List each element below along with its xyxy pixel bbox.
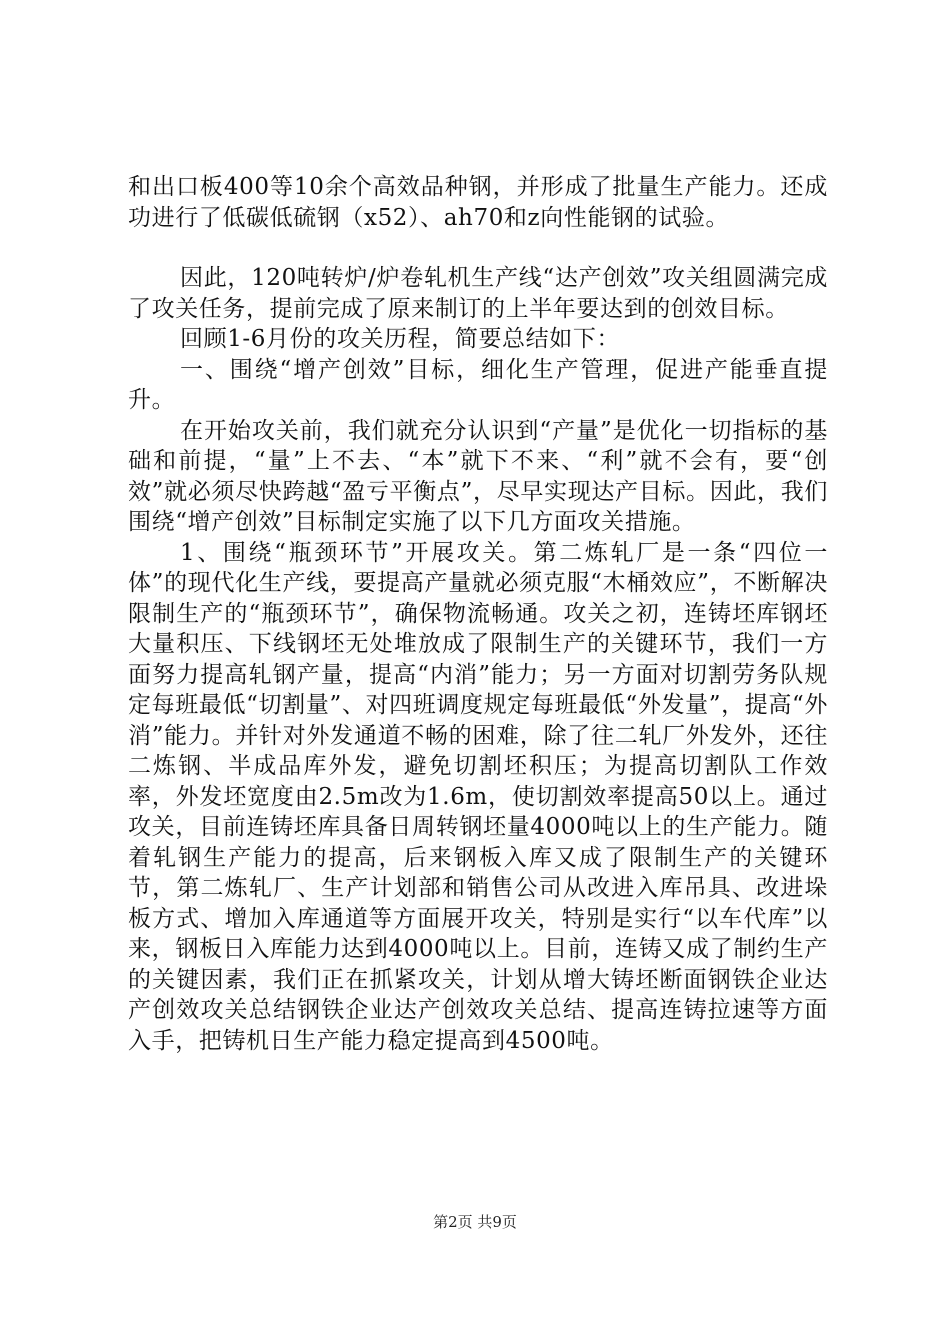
document-body: [128, 172, 828, 1056]
page-number-footer: 第2页 共9页: [433, 1213, 517, 1231]
paragraph-preparation: 在开始攻关前，我们就充分认识到“产量”是优化一切指标的基础和前提，“量”上不去、“本”就下不来、“利”就不会有，要“创效”就必须尽快跨越“盈亏平衡点”，尽早实现达产目标。因此，我们围绕“增产创效”目标制定实施了以下几方面攻关措施。: [128, 417, 828, 535]
paragraph-conclusion: 因此，120吨转炉/炉卷轧机生产线“达产创效”攻关组圆满完成了攻关任务，提前完成了原来制订的上半年要达到的创效目标。: [128, 265, 828, 322]
paragraph-continuation: 和出口板400等10余个高效品种钢，并形成了批量生产能力。还成功进行了低碳低硫钢（x52）、ah70和z向性能钢的试验。: [128, 174, 828, 231]
paragraph-bottleneck: 1、围绕“瓶颈环节”开展攻关。第二炼轧厂是一条“四位一体”的现代化生产线，要提高产量就必须克服“木桶效应”，不断解决限制生产的“瓶颈环节”，确保物流畅通。攻关之初，连铸坯库钢坯大量积压、下线钢坯无处堆放成了限制生产的关键环节，我们一方面努力提高轧钢产量，提高“内消”能力；另一方面对切割劳务队规定每班最低“切割量”、对四班调度规定每班最低“外发量”，提高“外消”能力。并针对外发通道不畅的困难，除了往二轧厂外发外，还往二炼钢、半成品库外发，避免切割坯积压；为提高切割队工作效率，外发坯宽度由2.5m改为1.6m，使切割效率提高50以上。通过攻关，目前连铸坯库具备日周转钢坯量4000吨以上的生产能力。随着轧钢生产能力的提高，后来钢板入库又成了限制生产的关键环节，第二炼轧厂、生产计划部和销售公司从改进入库吊具、改进垛板方式、增加入库通道等方面展开攻关，特别是实行“以车代库”以来，钢板日入库能力达到4000吨以上。目前，连铸又成了制约生产的关键因素，我们正在抓紧攻关，计划从增大铸坯断面钢铁企业达产创效攻关总结钢铁企业达产创效攻关总结、提高连铸拉速等方面入手，把铸机日生产能力稳定提高到4500吨。: [128, 539, 828, 1054]
paragraph-review-intro: 回顾1-6月份的攻关历程，简要总结如下：: [180, 326, 621, 352]
section-heading-one: 一、围绕“增产创效”目标，细化生产管理，促进产能垂直提升。: [128, 356, 828, 413]
